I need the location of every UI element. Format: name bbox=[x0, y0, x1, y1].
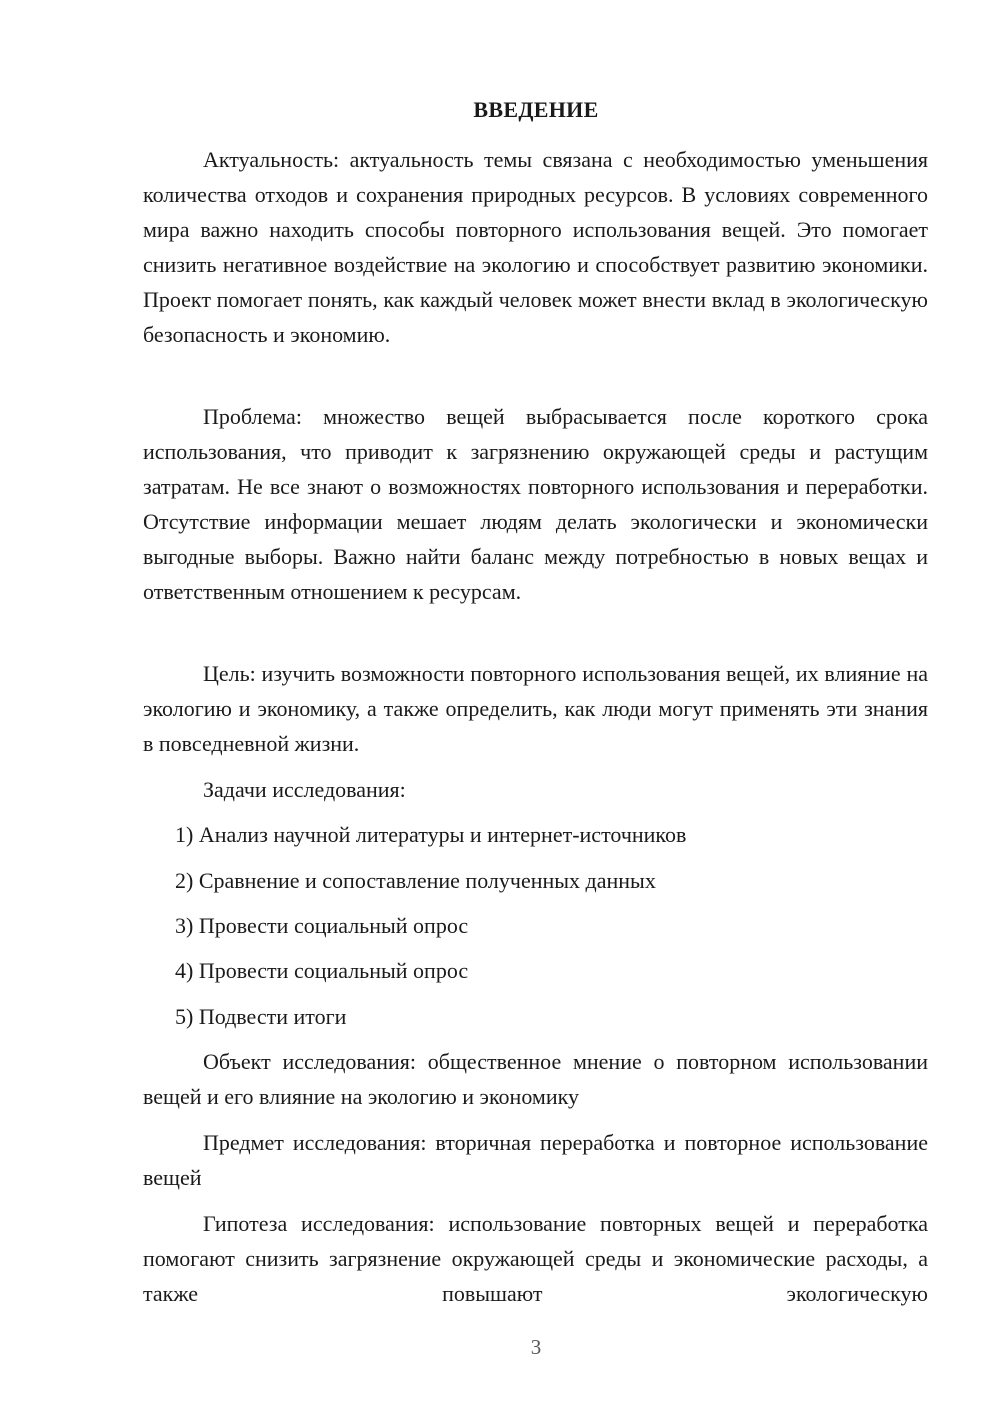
relevance-paragraph: Актуальность: актуальность темы связана с необходимостью уменьшения количества отходов и сохранения природных ресурсов. В условиях современного мира важно находить способы повторного использования вещей. Это помогает снизить негативное воздействие на экологию и способствует развитию экономики. Проект помогает понять, как каждый человек может внести вклад в экологическую безопасность и экономию. bbox=[143, 147, 928, 347]
object-paragraph: Объект исследования: общественное мнение о повторном использовании вещей и его влияние на экологию и экономику bbox=[143, 1049, 928, 1109]
task-item: 4) Провести социальный опрос bbox=[175, 958, 469, 983]
page-number: 3 bbox=[530, 1335, 542, 1359]
task-item: 3) Провести социальный опрос bbox=[175, 913, 469, 938]
subject-paragraph: Предмет исследования: вторичная переработка и повторное использование вещей bbox=[143, 1130, 928, 1190]
page-title: ВВЕДЕНИЕ bbox=[473, 97, 599, 122]
task-item: 1) Анализ научной литературы и интернет-источников bbox=[175, 822, 687, 847]
tasks-title: Задачи исследования: bbox=[203, 777, 406, 802]
hypothesis-paragraph: Гипотеза исследования: использование повторных вещей и переработка помогают снизить загрязнение окружающей среды и экономические расходы, а также повышают экологическую bbox=[143, 1211, 928, 1306]
task-item: 2) Сравнение и сопоставление полученных данных bbox=[175, 868, 656, 893]
goal-paragraph: Цель: изучить возможности повторного использования вещей, их влияние на экологию и экономику, а также определить, как люди могут применять эти знания в повседневной жизни. bbox=[143, 661, 928, 756]
task-item: 5) Подвести итоги bbox=[175, 1004, 347, 1029]
problem-paragraph: Проблема: множество вещей выбрасывается после короткого срока использования, что приводит к загрязнению окружающей среды и растущим затратам. Не все знают о возможностях повторного использования и переработки. Отсутствие информации мешает людям делать экологически и экономически выгодные выборы. Важно найти баланс между потребностью в новых вещах и ответственным отношением к ресурсам. bbox=[143, 404, 928, 604]
